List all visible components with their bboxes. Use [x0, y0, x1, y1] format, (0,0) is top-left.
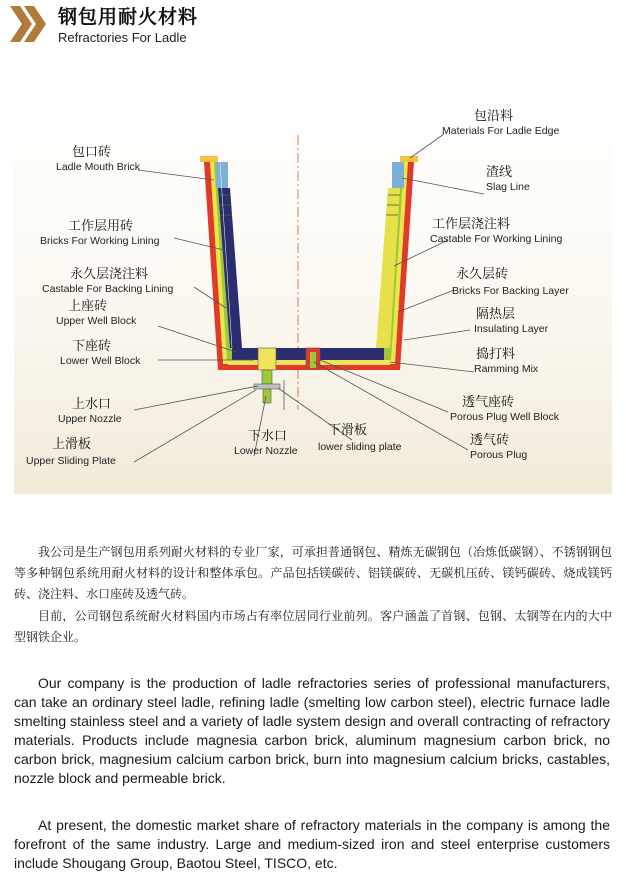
label-back-brick-cn: 永久层砖 — [456, 267, 509, 282]
label-plug-cn: 透气砖 — [470, 433, 510, 448]
label-work-brick-cn: 工作层用砖 — [68, 219, 134, 234]
label-work-brick-en: Bricks For Working Lining — [40, 235, 160, 247]
label-work-cast-en: Castable For Working Lining — [430, 233, 563, 245]
body-cn-paragraph-2: 目前，公司钢包系统耐火材料国内市场占有率位居同行业前列。客户涵盖了首钢、包钢、太钢等在内的大中型钢铁企业。 — [14, 609, 612, 644]
body-en-paragraph-1: Our company is the production of ladle refractories series of professional manufacturers, can take an ordinary steel ladle, refining ladle (smelting low carbon steel), electric furnace ladle smelting stainless steel and a variety of ladle system design and overall contracting of refractory materials. Products include magnesia carbon brick, aluminum magnesium carbon brick, no carbon brick, magnesium calcium carbon brick, burn into magnesium calcium bricks, castables, nozzle block and permeable brick. — [14, 675, 610, 786]
page-title: 钢包用耐火材料 — [58, 6, 199, 28]
label-back-cast-cn: 永久层浇注料 — [70, 267, 149, 282]
label-upper-well-cn: 上座砖 — [68, 299, 108, 314]
ladle-edge-left — [200, 156, 218, 162]
label-upper-plate-cn: 上滑板 — [52, 437, 92, 452]
body-en-paragraph-2: At present, the domestic market share of refractory materials in the company is among the forefront of the same industry. Large and medium-sized iron and steel enterprise customers include Shougang Group, Baotou Steel, TISCO, etc. — [14, 817, 610, 871]
label-lower-plate-cn: 下滑板 — [328, 423, 368, 438]
double-chevron-icon — [8, 4, 48, 44]
label-back-brick-en: Bricks For Backing Layer — [452, 285, 569, 297]
label-plug-en: Porous Plug — [470, 449, 528, 461]
label-plug-well-cn: 透气座砖 — [462, 395, 515, 410]
body-cn-paragraph-1: 我公司是生产钢包用系列耐火材料的专业厂家，可承担普通钢包、精炼无碳钢包（冶炼低碳钢）、不锈钢钢包等多种钢包系统用耐火材料的设计和整体承包。产品包括镁碳砖、铝镁碳砖、无碳机压砖、镁钙碳砖、烧成镁钙砖、浇注料、水口座砖及透气砖。 — [14, 545, 612, 601]
slag-line-right — [392, 162, 404, 188]
porous-plug-core — [310, 352, 316, 368]
label-ramming-en: Ramming Mix — [474, 363, 539, 375]
label-upper-well-en: Upper Well Block — [56, 315, 137, 327]
label-slag-cn: 渣线 — [486, 165, 513, 180]
label-mouth-en: Ladle Mouth Brick — [56, 161, 141, 173]
label-ramming-cn: 捣打料 — [476, 347, 516, 362]
label-lower-well-en: Lower Well Block — [60, 355, 141, 367]
label-ladle-edge-en: Materials For Ladle Edge — [442, 125, 560, 137]
label-upper-plate-en: Upper Sliding Plate — [26, 455, 116, 467]
label-slag-en: Slag Line — [486, 181, 530, 193]
ladle-diagram — [14, 90, 612, 494]
label-insul-en: Insulating Layer — [474, 323, 549, 335]
upper-well-block-shape — [258, 348, 276, 370]
lower-nozzle-shape — [263, 389, 271, 403]
label-plug-well-en: Porous Plug Well Block — [450, 411, 559, 423]
label-upper-nozzle-cn: 上水口 — [72, 397, 112, 412]
slag-line-left — [216, 162, 228, 188]
label-upper-nozzle-en: Upper Nozzle — [58, 413, 122, 425]
label-work-cast-cn: 工作层浇注料 — [432, 217, 511, 232]
label-lower-nozzle-cn: 下水口 — [248, 429, 288, 444]
label-mouth-cn: 包口砖 — [72, 145, 112, 160]
label-back-cast-en: Castable For Backing Lining — [42, 283, 174, 295]
label-lower-plate-en: lower sliding plate — [318, 441, 402, 453]
nozzle-shape — [262, 370, 272, 384]
sliding-plate-shape — [254, 384, 280, 389]
ladle-edge-right — [400, 156, 418, 162]
label-lower-nozzle-en: Lower Nozzle — [234, 445, 298, 457]
page-subtitle: Refractories For Ladle — [58, 30, 187, 45]
page-header — [8, 0, 608, 50]
label-lower-well-cn: 下座砖 — [72, 339, 112, 354]
label-ladle-edge-cn: 包沿料 — [474, 109, 514, 124]
label-insul-cn: 隔热层 — [476, 307, 516, 322]
